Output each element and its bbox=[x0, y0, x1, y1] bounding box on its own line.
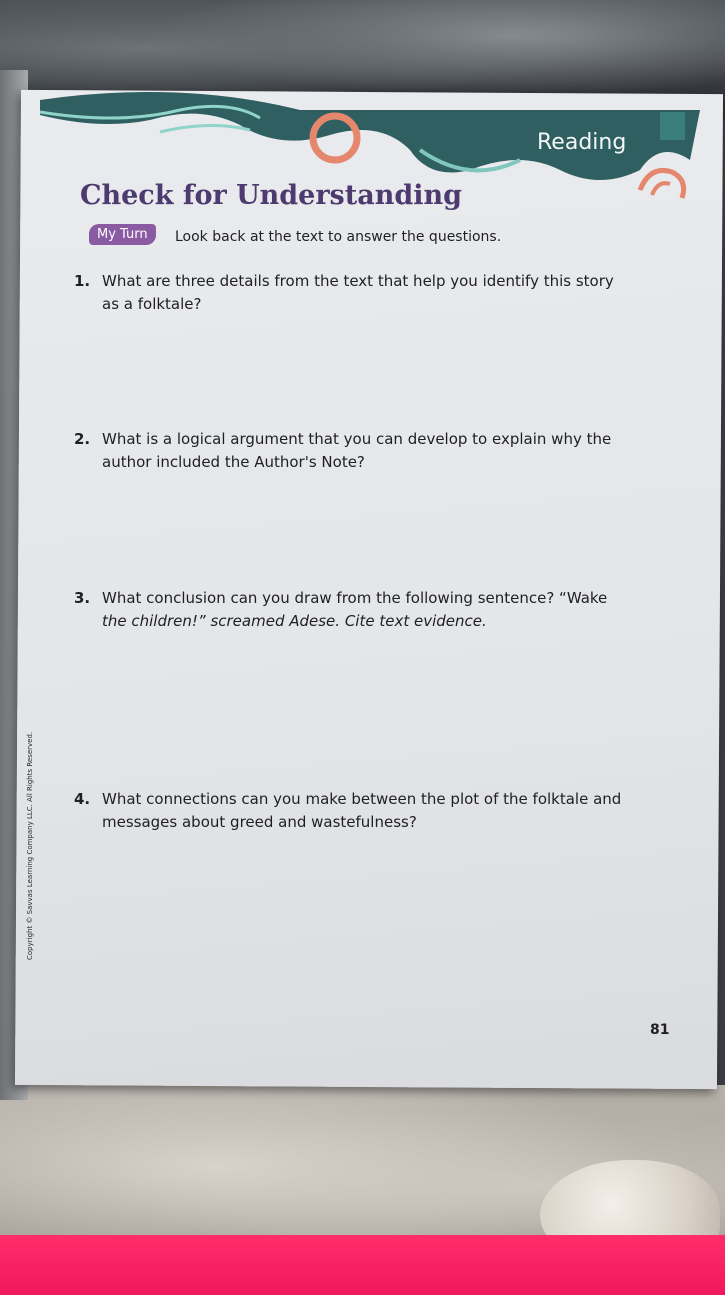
question-text-line1: What is a logical argument that you can develop to explain why the bbox=[102, 430, 612, 448]
page-title: Check for Understanding bbox=[80, 180, 462, 211]
question-text-line2: the children!” screamed Adese. Cite text evidence. bbox=[102, 612, 487, 630]
question-3 bbox=[74, 587, 664, 633]
page-number: 81 bbox=[650, 1022, 670, 1038]
question-number: 3. bbox=[74, 589, 91, 607]
instruction-text: Look back at the text to answer the questions. bbox=[175, 229, 502, 245]
copyright-notice: Copyright © Savvas Learning Company LLC. All Rights Reserved. bbox=[26, 731, 34, 960]
question-2 bbox=[74, 428, 664, 474]
question-4 bbox=[74, 788, 664, 834]
question-text-line2: messages about greed and wastefulness? bbox=[102, 813, 417, 831]
question-text-line1: What connections can you make between the plot of the folktale and bbox=[102, 790, 622, 808]
question-1 bbox=[74, 270, 664, 316]
question-text-line1: What are three details from the text that help you identify this story bbox=[102, 272, 614, 290]
pink-fabric bbox=[0, 1235, 725, 1295]
decorative-banner bbox=[0, 0, 725, 210]
question-number: 2. bbox=[74, 430, 91, 448]
section-label: Reading bbox=[537, 130, 627, 155]
my-turn-badge: My Turn bbox=[89, 224, 156, 245]
question-text-line2: as a folktale? bbox=[102, 295, 202, 313]
question-number: 4. bbox=[74, 790, 91, 808]
question-text-line1: What conclusion can you draw from the following sentence? “Wake bbox=[102, 589, 608, 607]
question-text-line2: author included the Author's Note? bbox=[102, 453, 365, 471]
question-number: 1. bbox=[74, 272, 91, 290]
